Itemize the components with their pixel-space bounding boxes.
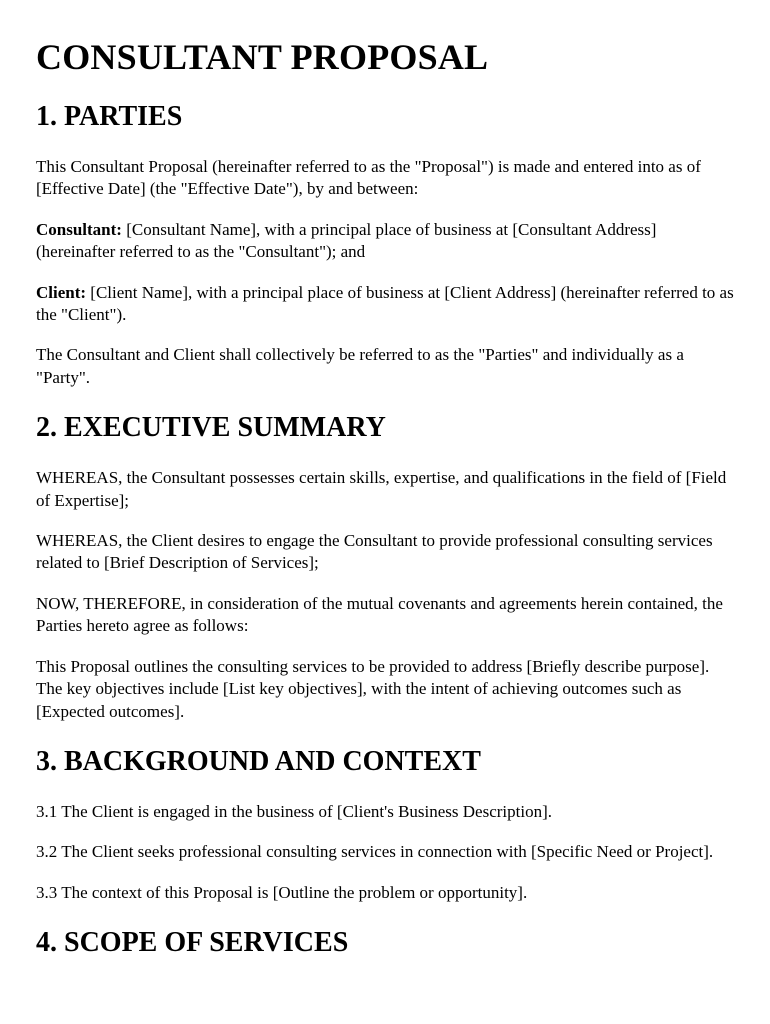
paragraph: The Consultant and Client shall collectively be referred to as the "Parties" and individually as a "Party". <box>36 345 684 387</box>
paragraph: This Proposal outlines the consulting services to be provided to address [Briefly describe purpose]. The key objectives include [List key objectives], with the intent of achieving outcomes such as [Expected outcomes]. <box>36 656 710 721</box>
document-title: CONSULTANT PROPOSAL <box>36 37 489 77</box>
document-page <box>36 36 736 960</box>
section-heading-background: 3. BACKGROUND AND CONTEXT <box>36 745 481 777</box>
section-heading-scope-of-services: 4. SCOPE OF SERVICES <box>36 927 349 959</box>
consultant-text: [Consultant Name], with a principal place of business at [Consultant Address] (hereinafter referred to as the "Consultant"); and <box>36 219 657 262</box>
paragraph: 3.1 The Client is engaged in the business of [Client's Business Description]. <box>36 801 552 821</box>
paragraph: 3.3 The context of this Proposal is [Outline the problem or opportunity]. <box>36 882 528 902</box>
paragraph-client <box>36 282 736 327</box>
paragraph: WHEREAS, the Consultant possesses certain skills, expertise, and qualifications in the field of [Field of Expertise]; <box>36 468 727 510</box>
section-heading-executive-summary: 2. EXECUTIVE SUMMARY <box>36 412 386 444</box>
section-heading-parties: 1. PARTIES <box>36 101 183 132</box>
paragraph: 3.2 The Client seeks professional consulting services in connection with [Specific Need or Project]. <box>36 842 714 862</box>
consultant-label: Consultant: <box>36 219 122 239</box>
client-label: Client: <box>36 282 87 302</box>
paragraph-consultant <box>36 219 736 264</box>
client-text: [Client Name], with a principal place of business at [Client Address] (hereinafter referred to as the "Client"). <box>36 282 734 325</box>
paragraph: WHEREAS, the Client desires to engage the Consultant to provide professional consulting services related to [Brief Description of Services]; <box>36 531 713 573</box>
paragraph: NOW, THEREFORE, in consideration of the mutual covenants and agreements herein contained, the Parties hereto agree as follows: <box>36 593 723 636</box>
paragraph: This Consultant Proposal (hereinafter referred to as the "Proposal") is made and entered into as of [Effective Date] (the "Effective Date"), by and between: <box>36 157 701 199</box>
